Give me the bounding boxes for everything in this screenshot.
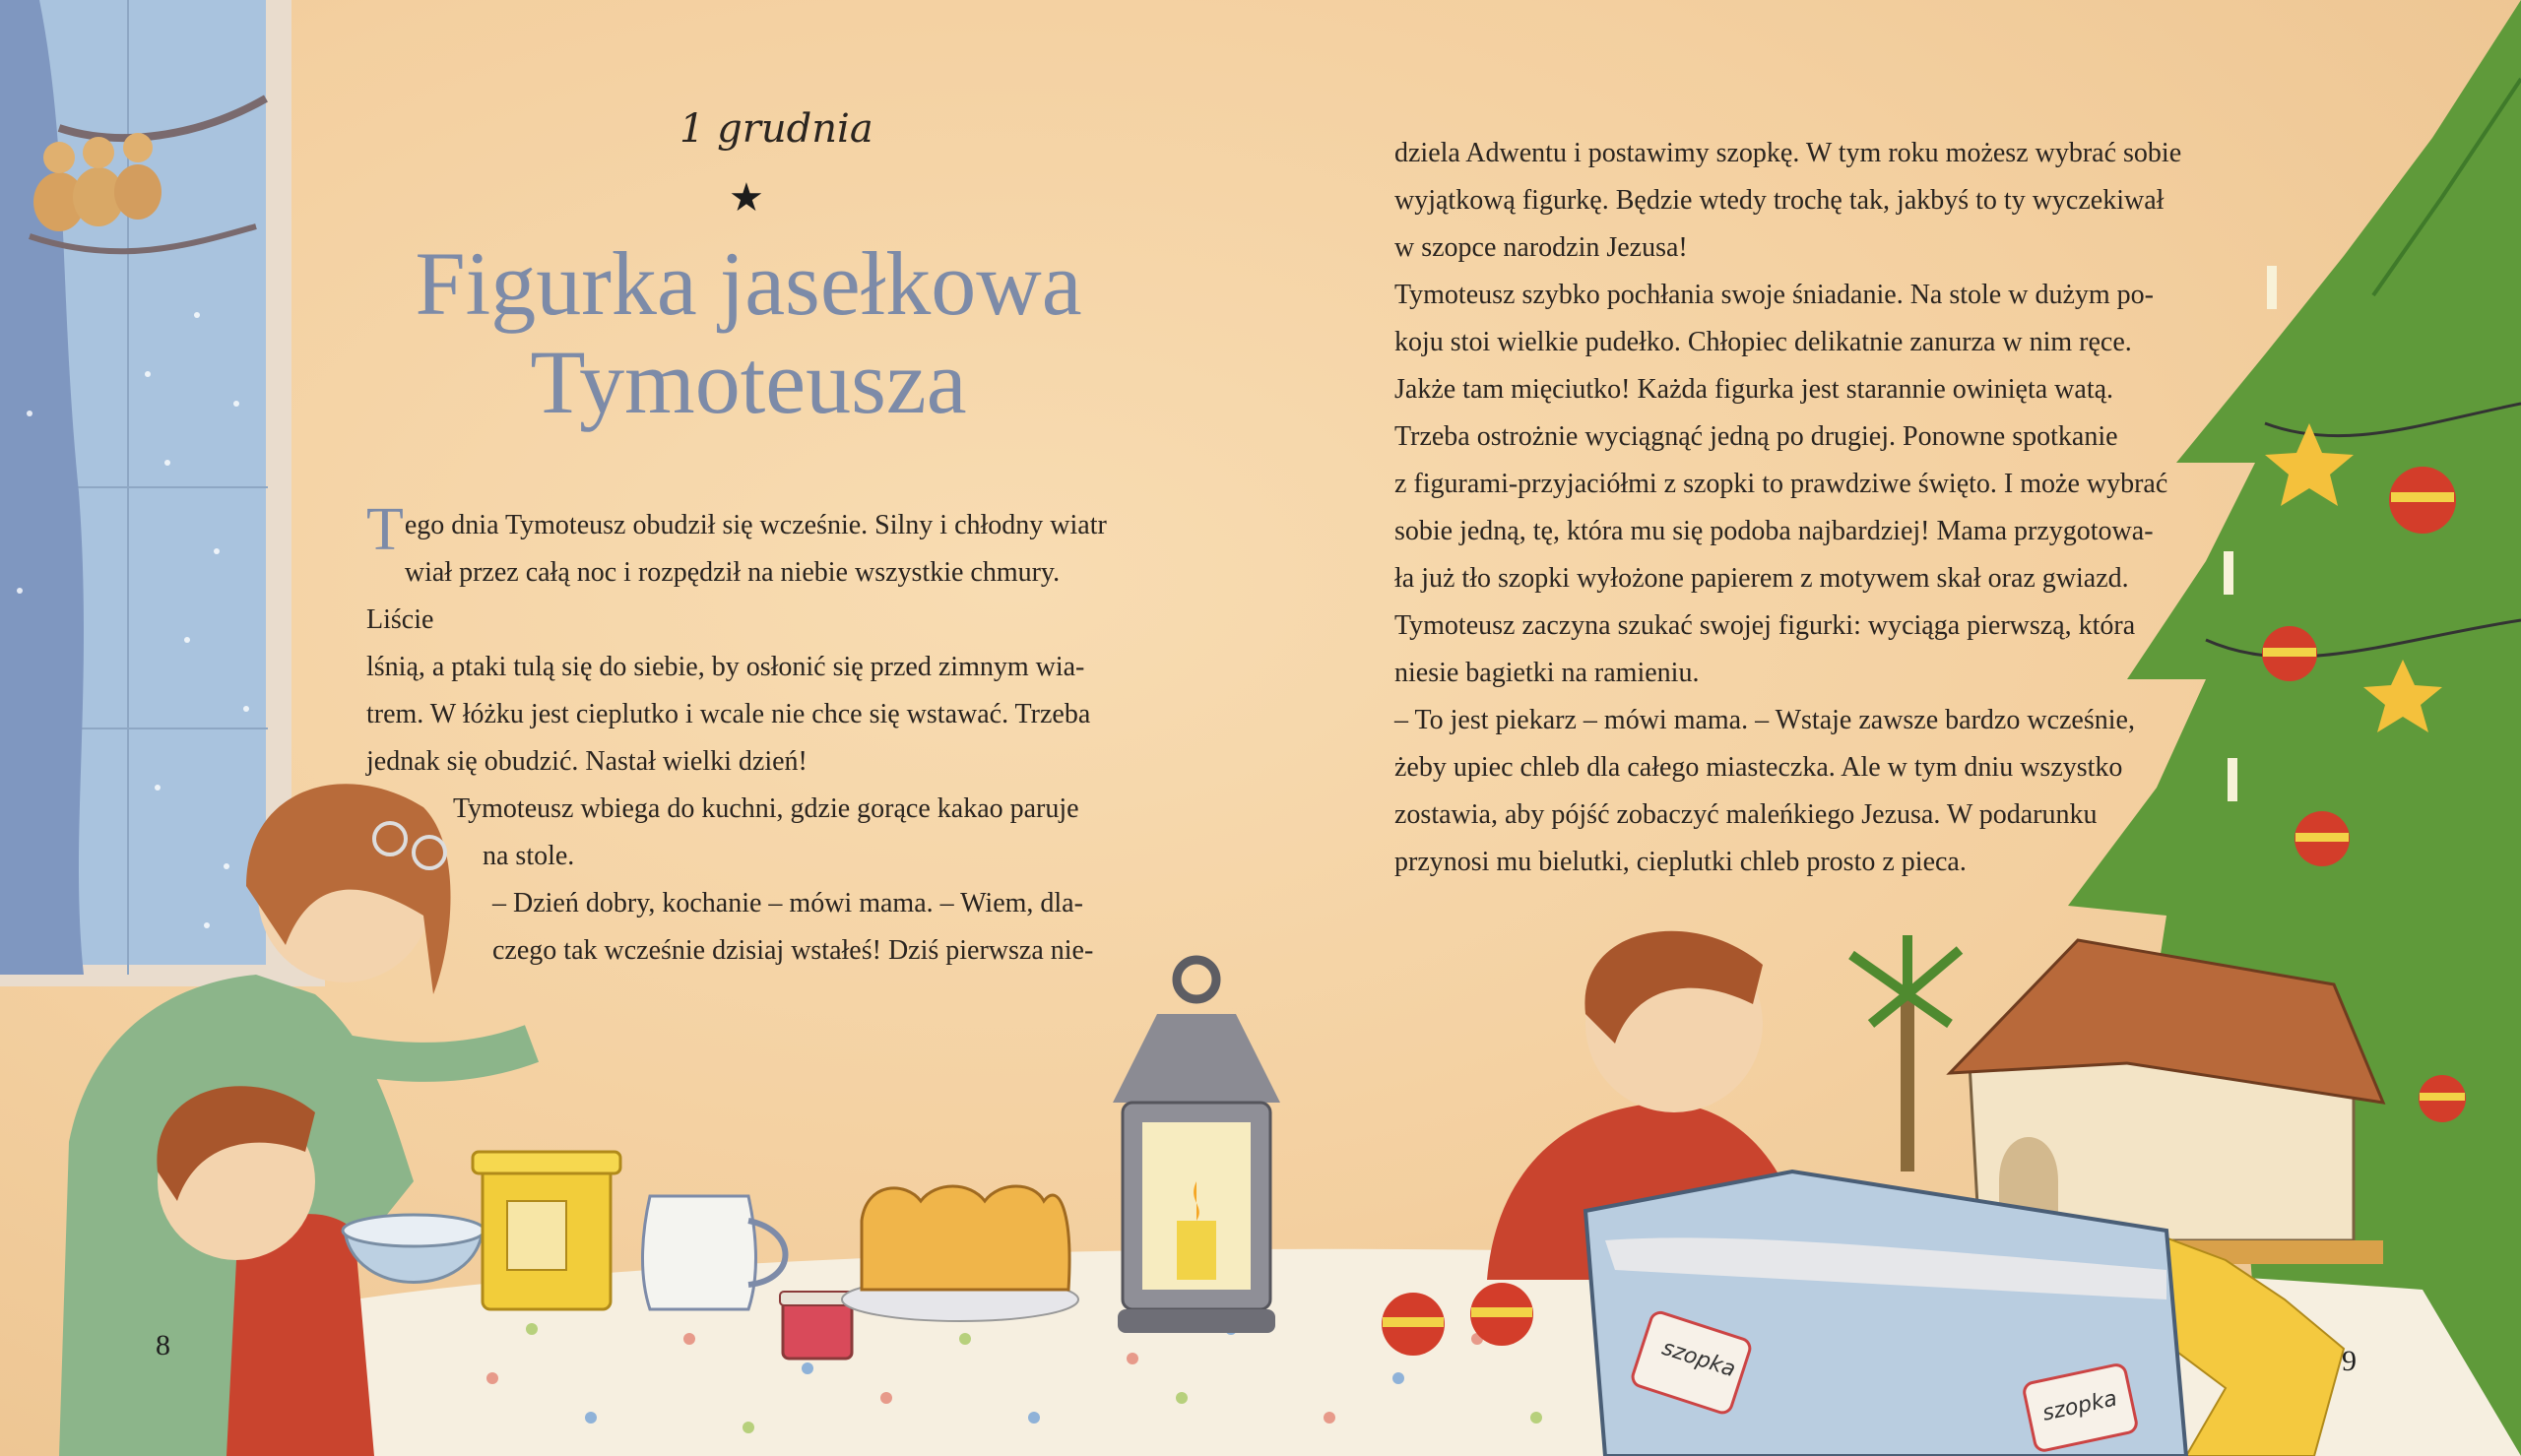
bowl-icon	[343, 1215, 485, 1283]
palm-tree-icon	[1851, 935, 1960, 1171]
right-page-text	[1394, 130, 2187, 886]
right-line: Jakże tam mięciutko! Każda figurka jest starannie owinięta watą.	[1394, 374, 2114, 405]
title-line-2: Tymoteusza	[530, 332, 967, 432]
right-line: w szopce narodzin Jezusa!	[1394, 232, 1688, 263]
star-icon: ★	[729, 175, 764, 221]
right-line: zostawia, aby pójść zobaczyć maleńkiego Jezusa. W podarunku	[1394, 799, 2098, 830]
right-line: z figurami-przyjaciółmi z szopki to prawdziwe święto. I może wybrać	[1394, 469, 2168, 499]
right-line: wyjątkową figurkę. Będzie wtedy trochę tak, jakbyś to ty wyczekiwał	[1394, 185, 2165, 216]
lantern-icon	[1113, 960, 1280, 1333]
paragraph-2-line-1: Tymoteusz wbiega do kuchni, gdzie gorące kakao paruje	[453, 793, 1079, 824]
page-number-right: 9	[2342, 1345, 2357, 1377]
right-line: dziela Adwentu i postawimy szopkę. W tym roku możesz wybrać sobie	[1394, 138, 2182, 168]
paragraph-1-line-2: wiał przez całą noc i rozpędził na niebie wszystkie chmury. Liście	[366, 557, 1061, 635]
paragraph-2-line-2: na stole.	[483, 841, 575, 871]
box-label-front: szopka	[1658, 1335, 1739, 1383]
right-line: sobie jedną, tę, która mu się podoba najbardziej! Mama przygotowa-	[1394, 516, 2154, 546]
paragraph-3-line-1: – Dzień dobry, kochanie – mówi mama. – Wiem, dla-	[492, 888, 1083, 918]
paragraph-1-line-3: lśnią, a ptaki tulą się do siebie, by osłonić się przed zimnym wia-	[366, 652, 1085, 682]
right-line: Trzeba ostrożnie wyciągnąć jedną po drugiej. Ponowne spotkanie	[1394, 421, 2118, 452]
paragraph-1-line-1	[366, 496, 1125, 563]
chapter-date: 1 grudnia	[679, 106, 873, 152]
paragraph-3-line-2: czego tak wcześnie dzisiaj wstałeś! Dziś pierwsza nie-	[492, 935, 1094, 966]
right-line: niesie bagietki na ramieniu.	[1394, 658, 1700, 688]
paragraph-1-line-5: jednak się obudzić. Nastał wielki dzień!	[366, 746, 808, 777]
birds-icon	[33, 133, 162, 231]
paragraph-1-first-line: ego dnia Tymoteusz obudził się wcześnie. Silny i chłodny wiatr	[404, 510, 1107, 540]
right-line: przynosi mu bielutki, cieplutki chleb prosto z pieca.	[1394, 847, 1967, 877]
right-line: Tymoteusz szybko pochłania swoje śniadanie. Na stole w dużym po-	[1394, 280, 2154, 310]
box-label-side: szopka	[2039, 1386, 2120, 1426]
right-line: żeby upiec chleb dla całego miasteczka. Ale w tym dniu wszystko	[1394, 752, 2123, 783]
left-page-text	[366, 496, 1125, 975]
canister-icon	[473, 1152, 620, 1309]
right-line: – To jest piekarz – mówi mama. – Wstaje zawsze bardzo wcześnie,	[1394, 705, 2135, 735]
bread-icon	[842, 1186, 1078, 1321]
paragraph-1-line-4: trem. W łóżku jest cieplutko i wcale nie chce się wstawać. Trzeba	[366, 699, 1091, 729]
right-line: ła już tło szopki wyłożone papierem z motywem skał oraz gwiazd.	[1394, 563, 2129, 594]
right-line: koju stoi wielkie pudełko. Chłopiec delikatnie zanurza w nim ręce.	[1394, 327, 2132, 357]
drop-cap: T	[366, 496, 404, 563]
chapter-title	[355, 234, 1142, 431]
title-line-1: Figurka jasełkowa	[415, 233, 1082, 334]
page-number-left: 8	[156, 1329, 170, 1361]
right-line: Tymoteusz zaczyna szukać swojej figurki: wyciąga pierwszą, która	[1394, 610, 2136, 641]
